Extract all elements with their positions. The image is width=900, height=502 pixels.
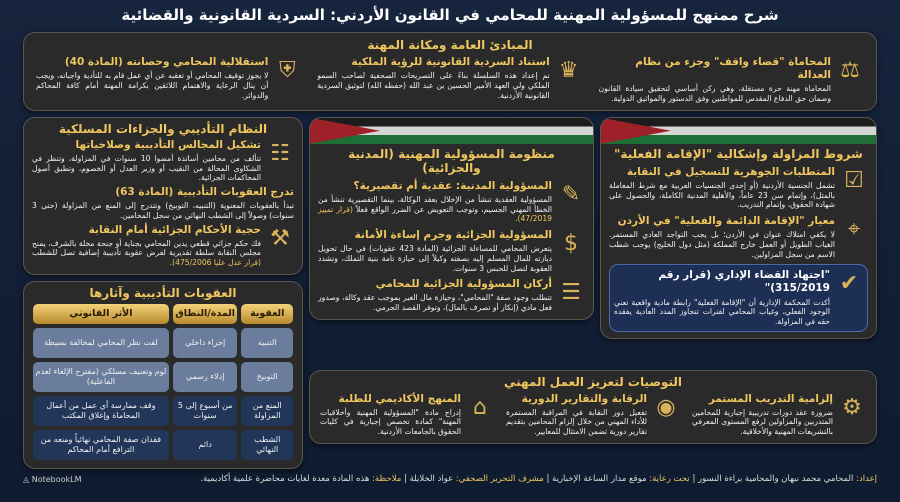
- cell: إدلاء رسمي: [173, 362, 238, 392]
- cell: وقف ممارسة أي عمل من أعمال المحاماة وإغلاق المكتب: [33, 396, 169, 426]
- table-row: [33, 362, 293, 392]
- editor: عواد الخلايلة: [409, 473, 454, 484]
- jordan-flag-banner: [310, 118, 593, 144]
- cell: لوم وتعنيف مسلكي (مقترح الإلغاء لعدم الفاعلية): [33, 362, 169, 392]
- separator: |: [692, 473, 696, 484]
- page-title: شرح ممنهج للمسؤولية المهنية للمحامي في القانون الأردني: السردية القانونية والقضائية: [121, 6, 779, 24]
- practice-panel: [600, 117, 877, 339]
- practice-item: [609, 215, 868, 259]
- cell: من أسبوع إلى 5 سنوات: [173, 396, 238, 426]
- item-body: تم إعداد هذه السلسلة بناءً على التصريحات الصحفية لصاحب السمو الملكي ولي العهد الأمير الحسين بن عبد الله (حفظه الله) لتوثيق السردية القانونية الأردنية.: [317, 71, 550, 100]
- item-title: استقلالية المحامي وحصانته (المادة 40): [64, 56, 269, 68]
- cell: المنع من المزاولة: [241, 396, 293, 426]
- ruling-ref: (قرار عدل عليا 475/2006).: [169, 258, 261, 268]
- cell: فقدان صفة المحامي نهائياً ومنعه من الترافع أمام المحاكم: [33, 430, 169, 460]
- crown-scroll-icon: ♛: [558, 58, 579, 83]
- item-title: تدرج العقوبات التأديبية (المادة 63): [115, 185, 294, 198]
- item-title: إلزامية التدريب المستمر: [708, 392, 833, 405]
- item-body: تشمل الجنسية الأردنية (أو إحدى الجنسيات العربية مع شرط المعاملة بالمثل)، وإتمام سن 23 عاماً، والأهلية المدنية الكاملة، والحصول على شهادة الحقوق، وإتمام التدريب.: [609, 180, 835, 210]
- discipline-heading: النظام التأديبي والجزاءات المسلكية: [58, 121, 268, 136]
- item-title: المحاماة "قضاء واقف" وجزء من نظام العدالة: [635, 56, 831, 82]
- separator: |: [546, 473, 550, 484]
- item-body: أكدت المحكمة الإدارية أن "الإقامة الفعلية" رابطة مادية واقعية تعني الوجود الفعلي، وغياب المحامي لفترات تتجاوز المدد العادية يفقده حقه في المزاولة.: [614, 297, 830, 326]
- table-row: [33, 430, 293, 460]
- cell: التوبيخ: [241, 362, 293, 392]
- note: هذه المادة معدة لغايات محاضرة علمية أكاديمية.: [200, 473, 370, 484]
- penalties-panel: [23, 281, 303, 469]
- item-title: تشكيل المجالس التأديبية وصلاحياتها: [75, 138, 261, 151]
- item-body: المسؤولية العقدية تنشأ من الإخلال بعقد الوكالة، بينما التقصيرية تنشأ من الخطأ المهني الجسيم، وتوجب التعويض عن الضرر الواقع فعلاً: [318, 194, 552, 214]
- item-body: المحاماة مهنة حرة مستقلة، وهي ركن أساسي لتحقيق سيادة القانون وضمان حق الدفاع المقدس للمواطنين وفق الدستور والمواثيق الدولية.: [598, 84, 831, 103]
- main-grid: [23, 117, 877, 469]
- item-title: المتطلبات الجوهرية للتسجيل في النقابة: [626, 165, 835, 178]
- columns-icon: ☰: [561, 280, 581, 306]
- item-title: أركان المسؤولية الجزائية للمحامي: [375, 278, 552, 291]
- principle-item: [317, 56, 582, 104]
- practice-heading: شروط المزاولة وإشكالية "الإقامة الفعلية": [614, 146, 863, 161]
- shield-gavel-icon: ⛨: [279, 58, 296, 83]
- item-body: فك حكم جزائي قطعي يدين المحامي بجناية أو جنحة مخلة بالشرف، يمنح مجلس النقابة سلطة تقديرية لفرض عقوبة تأديبية إضافية تصل للشطب: [32, 238, 261, 258]
- separator: |: [404, 473, 407, 484]
- recommendation-item: [320, 393, 494, 437]
- penalties-table: [29, 300, 297, 464]
- liability-panel: [309, 117, 594, 320]
- item-body: لا يكفي امتلاك عنوان في الأردن؛ بل يجب التواجد العادي المستمر. الغياب الطويل أو العمل خارج المملكة (مثل دول الخليج) يوجب شطب الاسم من سجل المزاولين.: [609, 230, 835, 259]
- sponsor-label: تحت رعاية:: [649, 473, 690, 484]
- council-icon: ☷: [270, 140, 290, 166]
- note-label: ملاحظة:: [372, 473, 402, 484]
- contract-icon: ✎: [561, 181, 581, 207]
- prep-label: إعداد:: [856, 473, 877, 484]
- graduation-cap-icon: ⌂: [473, 394, 487, 420]
- table-row: [33, 396, 293, 426]
- column-header: العقوبة: [241, 304, 293, 324]
- ruling-ref: (قرار تمييز 47/2019).: [318, 204, 552, 224]
- item-body: تتألف من محامين أساتذة أمضوا 10 سنوات في المزاولة، وتنظر في الشكاوى المحالة من النقيب أو وزير العدل أو الخصوم، وتطبق أصول المحاكمات الجزائية.: [32, 153, 261, 183]
- item-body: إدراج مادة "المسؤولية المهنية وأخلاقيات المهنة" كمادة تخصص إجبارية في كليات الحقوق بالجامعات الأردنية.: [320, 407, 461, 437]
- principle-item: [36, 56, 301, 104]
- prep-names: المحامي محمد نبهان والمحامية براءة النسور: [698, 473, 854, 484]
- notebooklm-icon: ◬: [23, 474, 32, 484]
- discipline-panel: [23, 117, 303, 275]
- gavel-icon: ⚒: [270, 225, 290, 251]
- sponsor: موقع مدار الساعة الإخبارية: [552, 473, 647, 484]
- principles-panel: [23, 32, 877, 111]
- principle-item: [599, 56, 864, 104]
- discipline-item: [32, 186, 294, 221]
- books-gear-icon: ⚙: [842, 394, 862, 420]
- item-title: معيار "الإقامة الدائمة والفعلية" في الأردن: [617, 214, 835, 227]
- principles-heading: المبادئ العامة ومكانة المهنة: [367, 38, 533, 52]
- item-title: المسؤولية الجزائية وجرم إساءة الأمانة: [354, 228, 552, 241]
- map-pin-icon: ⌖: [847, 216, 861, 242]
- practice-item: [609, 166, 868, 210]
- recommendation-item: [692, 393, 866, 437]
- checklist-handshake-icon: ☑: [844, 167, 864, 193]
- notebooklm-brand: [23, 475, 82, 484]
- discipline-item: [32, 224, 294, 268]
- column-header: المدة/النطاق: [173, 304, 238, 324]
- left-column: [23, 117, 303, 469]
- discipline-item: [32, 139, 294, 183]
- cell: الشطب النهائي: [241, 430, 293, 460]
- item-title: حجية الأحكام الجزائية أمام النقابة: [88, 223, 261, 236]
- item-title: المنهج الأكاديمي للطلبة: [338, 392, 461, 405]
- recommendations-heading: التوصيات لتعزيز العمل المهني: [503, 374, 683, 389]
- item-body: تفعيل دور النقابة في المراقبة المستمرة للأداء المهني من خلال إلزام المحامين بتقديم تقارير دورية تضمن الامتثال للمعايير.: [506, 407, 647, 437]
- item-body: تبدأ بالعقوبات المعنوية (التنبيه، التوبيخ) وتتدرج إلى المنع من المزاولة (حتى 3 سنوات) وصولاً إلى الشطب النهائي من سجل المحامين.: [32, 201, 294, 220]
- cell: دائم: [173, 430, 238, 460]
- editor-label: مشرف التحرير الصحفي:: [455, 473, 544, 484]
- eye-document-icon: ◉: [656, 394, 676, 420]
- jordan-flag-banner: [601, 118, 876, 144]
- court-ruling-callout: [609, 264, 868, 331]
- document-check-icon: ✔: [839, 271, 859, 297]
- liability-item: [318, 229, 585, 273]
- item-body: تتطلب وجود صفة "المحامي"، وحيازة مال الغير بموجب عقد وكالة، وصدور فعل مادي (إنكار أو تصرف بالمال)، وتوفر القصد الجرمي.: [318, 293, 552, 313]
- item-body: ضرورة عقد دورات تدريبية إجبارية للمحامين المتدربين والمزاولين لرفع المستوى المعرفي بالتشريعات المهنية والأخلاقية.: [692, 407, 833, 437]
- cell: إجراء داخلي: [173, 328, 238, 358]
- item-body: لا يجوز توقيف المحامي أو تعقبه عن أي عمل قام به للتأدية واجباته، ويجب أن ينال الرعاية والاهتمام اللائقين بكرامة المهنة أمام كافة المحاكم والدوائر.: [36, 71, 269, 100]
- liability-item: [318, 180, 585, 224]
- recommendation-item: [506, 393, 680, 437]
- item-title: "اجتهاد القضاء الإداري (قرار رقم 315/2019)": [658, 269, 830, 295]
- cell: التنبيه: [241, 328, 293, 358]
- brand-label: NotebookLM: [31, 474, 82, 484]
- item-title: الرقابة والتقارير الدورية: [521, 392, 647, 405]
- column-header: الأثر القانوني: [33, 304, 169, 324]
- table-row: [33, 328, 293, 358]
- footer-row: [23, 474, 877, 485]
- money-bag-icon: $: [564, 230, 578, 256]
- cell: لفت نظر المحامي لمخالفة بسيطة: [33, 328, 169, 358]
- penalties-heading: العقوبات التأديبية وآثارها: [89, 285, 237, 300]
- liability-heading: منظومة المسؤولية المهنية (المدنية والجزائية): [348, 146, 555, 175]
- liability-item: [318, 278, 585, 313]
- recommendations-panel: [309, 370, 877, 444]
- scales-icon: ⚖: [840, 58, 860, 83]
- item-body: يتعرض المحامي للمساءلة الجزائية (المادة 423 عقوبات) في حال تحويل ديازته للمال المسلم إليه بصفته وكيلاً إلى حيازة تامة بنية التملك، وتشدد العقوبة لتصل للحبس 3 سنوات.: [318, 244, 553, 273]
- credits-footer: [200, 474, 877, 485]
- item-title: استناد السردية القانونية للرؤية الملكية: [351, 56, 550, 68]
- item-title: المسؤولية المدنية: عقدية أم تقصيرية؟: [353, 179, 552, 192]
